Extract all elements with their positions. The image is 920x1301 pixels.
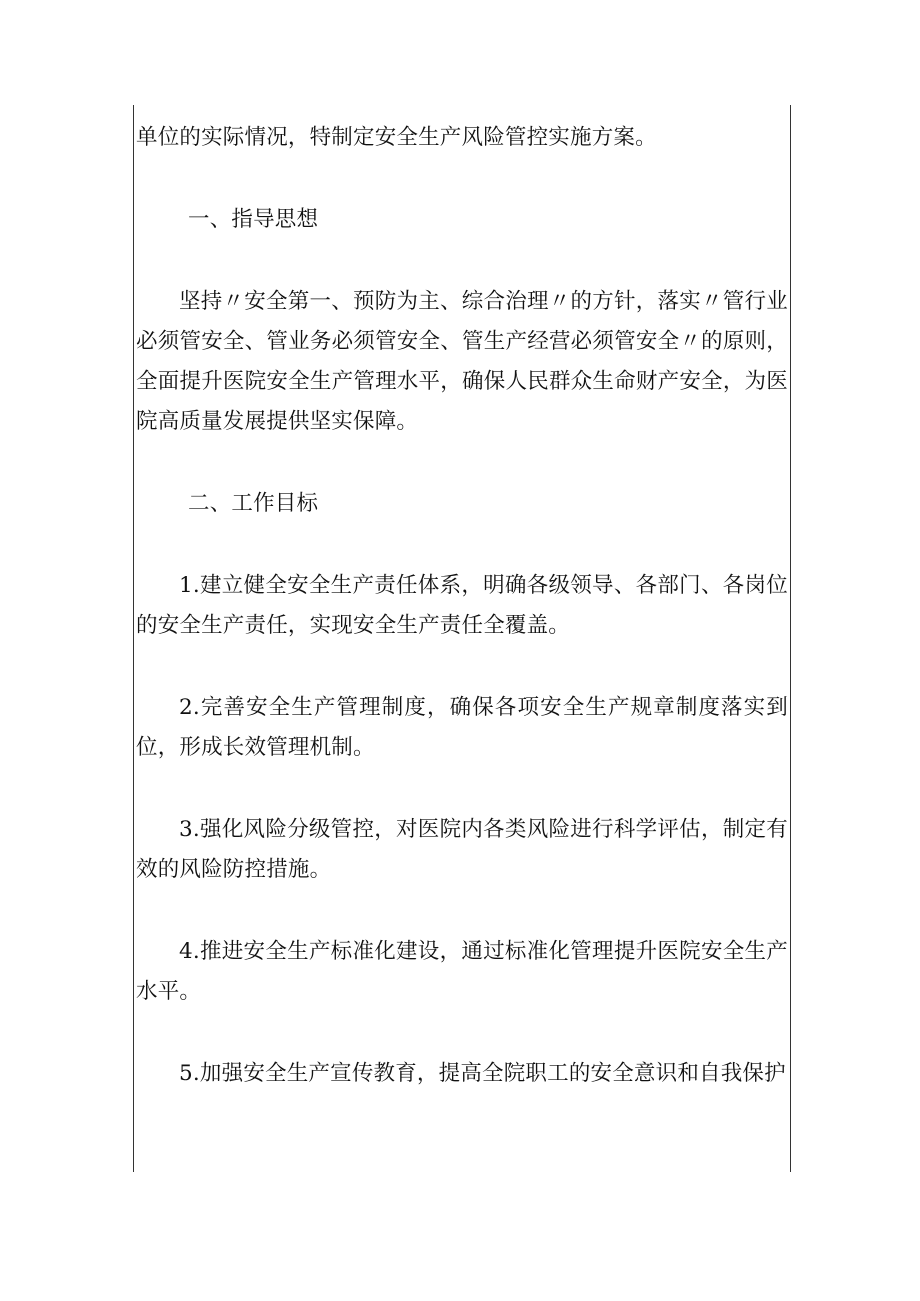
table-border-right — [790, 105, 791, 1172]
list-item-goal-4: 4.推进安全生产标准化建设，通过标准化管理提升医院安全生产水平。 — [136, 939, 788, 1004]
list-item-goal-1: 1.建立健全安全生产责任体系，明确各级领导、各部门、各岗位的安全生产责任，实现安全生产责任全覆盖。 — [136, 573, 788, 638]
list-item-goal-5: 5.加强安全生产宣传教育，提高全院职工的安全意识和自我保护 — [179, 1061, 786, 1086]
section-heading-work-goals: 二、工作目标 — [188, 491, 319, 516]
paragraph-intro-tail: 单位的实际情况，特制定安全生产风险管控实施方案。 — [136, 125, 657, 150]
list-item-goal-3: 3.强化风险分级管控，对医院内各类风险进行科学评估，制定有效的风险防控措施。 — [136, 817, 788, 882]
paragraph-guiding-thought: 坚持〃安全第一、预防为主、综合治理〃的方针，落实〃管行业必须管安全、管业务必须管安全、管生产经营必须管安全〃的原则，全面提升医院安全生产管理水平，确保人民群众生命财产安全，为医院高质量发展提供坚实保障。 — [136, 289, 788, 434]
table-border-left — [133, 105, 134, 1172]
document-body — [136, 118, 788, 1094]
list-item-goal-2: 2.完善安全生产管理制度，确保各项安全生产规章制度落实到位，形成长效管理机制。 — [136, 695, 788, 760]
section-heading-guiding-thought: 一、指导思想 — [188, 207, 319, 232]
